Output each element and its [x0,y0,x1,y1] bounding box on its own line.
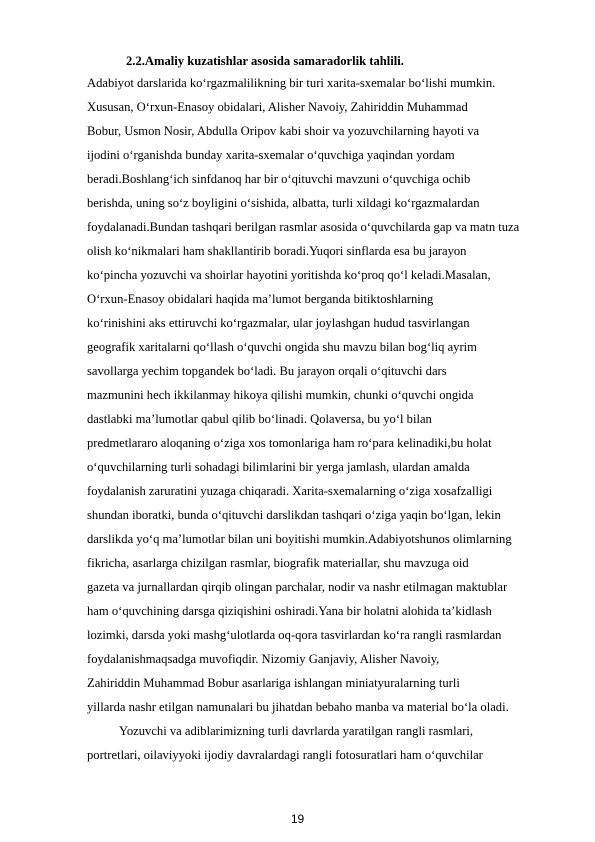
paragraph-line: predmetlararo aloqaning o‘ziga xos tomonlariga ham ro‘para kelinadiki,bu holat [87,436,492,450]
paragraph-line: portretlari, oilaviyyoki ijodiy davralardagi rangli fotosuratlari ham o‘quvchilar [87,748,483,762]
paragraph-line: Xususan, O‘rxun-Enasoy obidalari, Alisher Navoiy, Zahiriddin Muhammad [87,100,468,114]
paragraph-line: ko‘pincha yozuvchi va shoirlar hayotini yoritishda ko‘proq qo‘l keladi.Masalan, [87,268,491,282]
paragraph-line: O‘rxun-Enasoy obidalari haqida ma’lumot berganda bitiktoshlarning [87,292,434,306]
paragraph-line: geografik xaritalarni qo‘llash o‘quvchi ongida shu mavzu bilan bog‘liq ayrim [87,340,477,354]
paragraph-line: ko‘rinishini aks ettiruvchi ko‘rgazmalar, ular joylashgan hudud tasvirlangan [87,316,470,330]
paragraph-line: olish ko‘nikmalari ham shakllantirib boradi.Yuqori sinflarda esa bu jarayon [87,244,467,258]
paragraph-line: shundan iboratki, bunda o‘qituvchi darslikdan tashqari o‘ziga yaqin bo‘lgan, lekin [87,508,501,522]
paragraph-line: lozimki, darsda yoki mashg‘ulotlarda oq-qora tasvirlardan ko‘ra rangli rasmlardan [87,628,502,642]
paragraph-line: o‘quvchilarning turli sohadagi bilimlarini bir yerga jamlash, ulardan amalda [87,460,470,474]
paragraph-line: ham o‘quvchining darsga qiziqishini oshiradi.Yana bir holatni alohida ta’kidlash [87,604,492,618]
paragraph-line: gazeta va jurnallardan qirqib olingan parchalar, nodir va nashr etilmagan maktublar [87,580,508,594]
page-number: 19 [290,812,305,826]
paragraph-line: foydalanish zaruratini yuzaga chiqaradi. Xarita-sxemalarning o‘ziga xosafzalligi [87,484,493,498]
paragraph-line: Bobur, Usmon Nosir, Abdulla Oripov kabi shoir va yozuvchilarning hayoti va [87,124,480,138]
paragraph-line: Yozuvchi va adiblarimizning turli davrlarda yaratilgan rangli rasmlari, [119,724,474,738]
paragraph-line: yillarda nashr etilgan namunalari bu jihatdan bebaho manba va material bo‘la oladi. [87,700,509,714]
paragraph-line: fikricha, asarlarga chizilgan rasmlar, biografik materiallar, shu mavzuga oid [87,556,469,570]
paragraph-line: ijodini o‘rganishda bunday xarita-sxemalar o‘quvchiga yaqindan yordam [87,148,455,162]
section-heading: 2.2.Amaliy kuzatishlar asosida samaradorlik tahlili. [126,54,404,68]
paragraph-line: Adabiyot darslarida ko‘rgazmalilikning bir turi xarita-sxemalar bo‘lishi mumkin. [87,76,496,90]
paragraph-line: foydalanishmaqsadga muvofiqdir. Nizomiy Ganjaviy, Alisher Navoiy, [87,652,440,666]
paragraph-line: savollarga yechim topgandek bo‘ladi. Bu jarayon orqali o‘qituvchi dars [87,364,447,378]
paragraph-line: darslikda yo‘q ma’lumotlar bilan uni boyitishi mumkin.Adabiyotshunos olimlarning [87,532,512,546]
paragraph-line: berishda, uning so‘z boyligini o‘sishida, albatta, turli xildagi ko‘rgazmalardan [87,196,480,210]
paragraph-line: foydalanadi.Bundan tashqari berilgan rasmlar asosida o‘quvchilarda gap va matn tuza [87,220,520,234]
paragraph-line: dastlabki ma’lumotlar qabul qilib bo‘linadi. Qolaversa, bu yo‘l bilan [87,412,432,426]
paragraph-line: mazmunini hech ikkilanmay hikoya qilishi mumkin, chunki o‘quvchi ongida [87,388,474,402]
paragraph-line: Zahiriddin Muhammad Bobur asarlariga ishlangan miniatyuralarning turli [87,676,460,690]
paragraph-line: beradi.Boshlang‘ich sinfdanoq har bir o‘qituvchi mavzuni o‘quvchiga ochib [87,172,471,186]
